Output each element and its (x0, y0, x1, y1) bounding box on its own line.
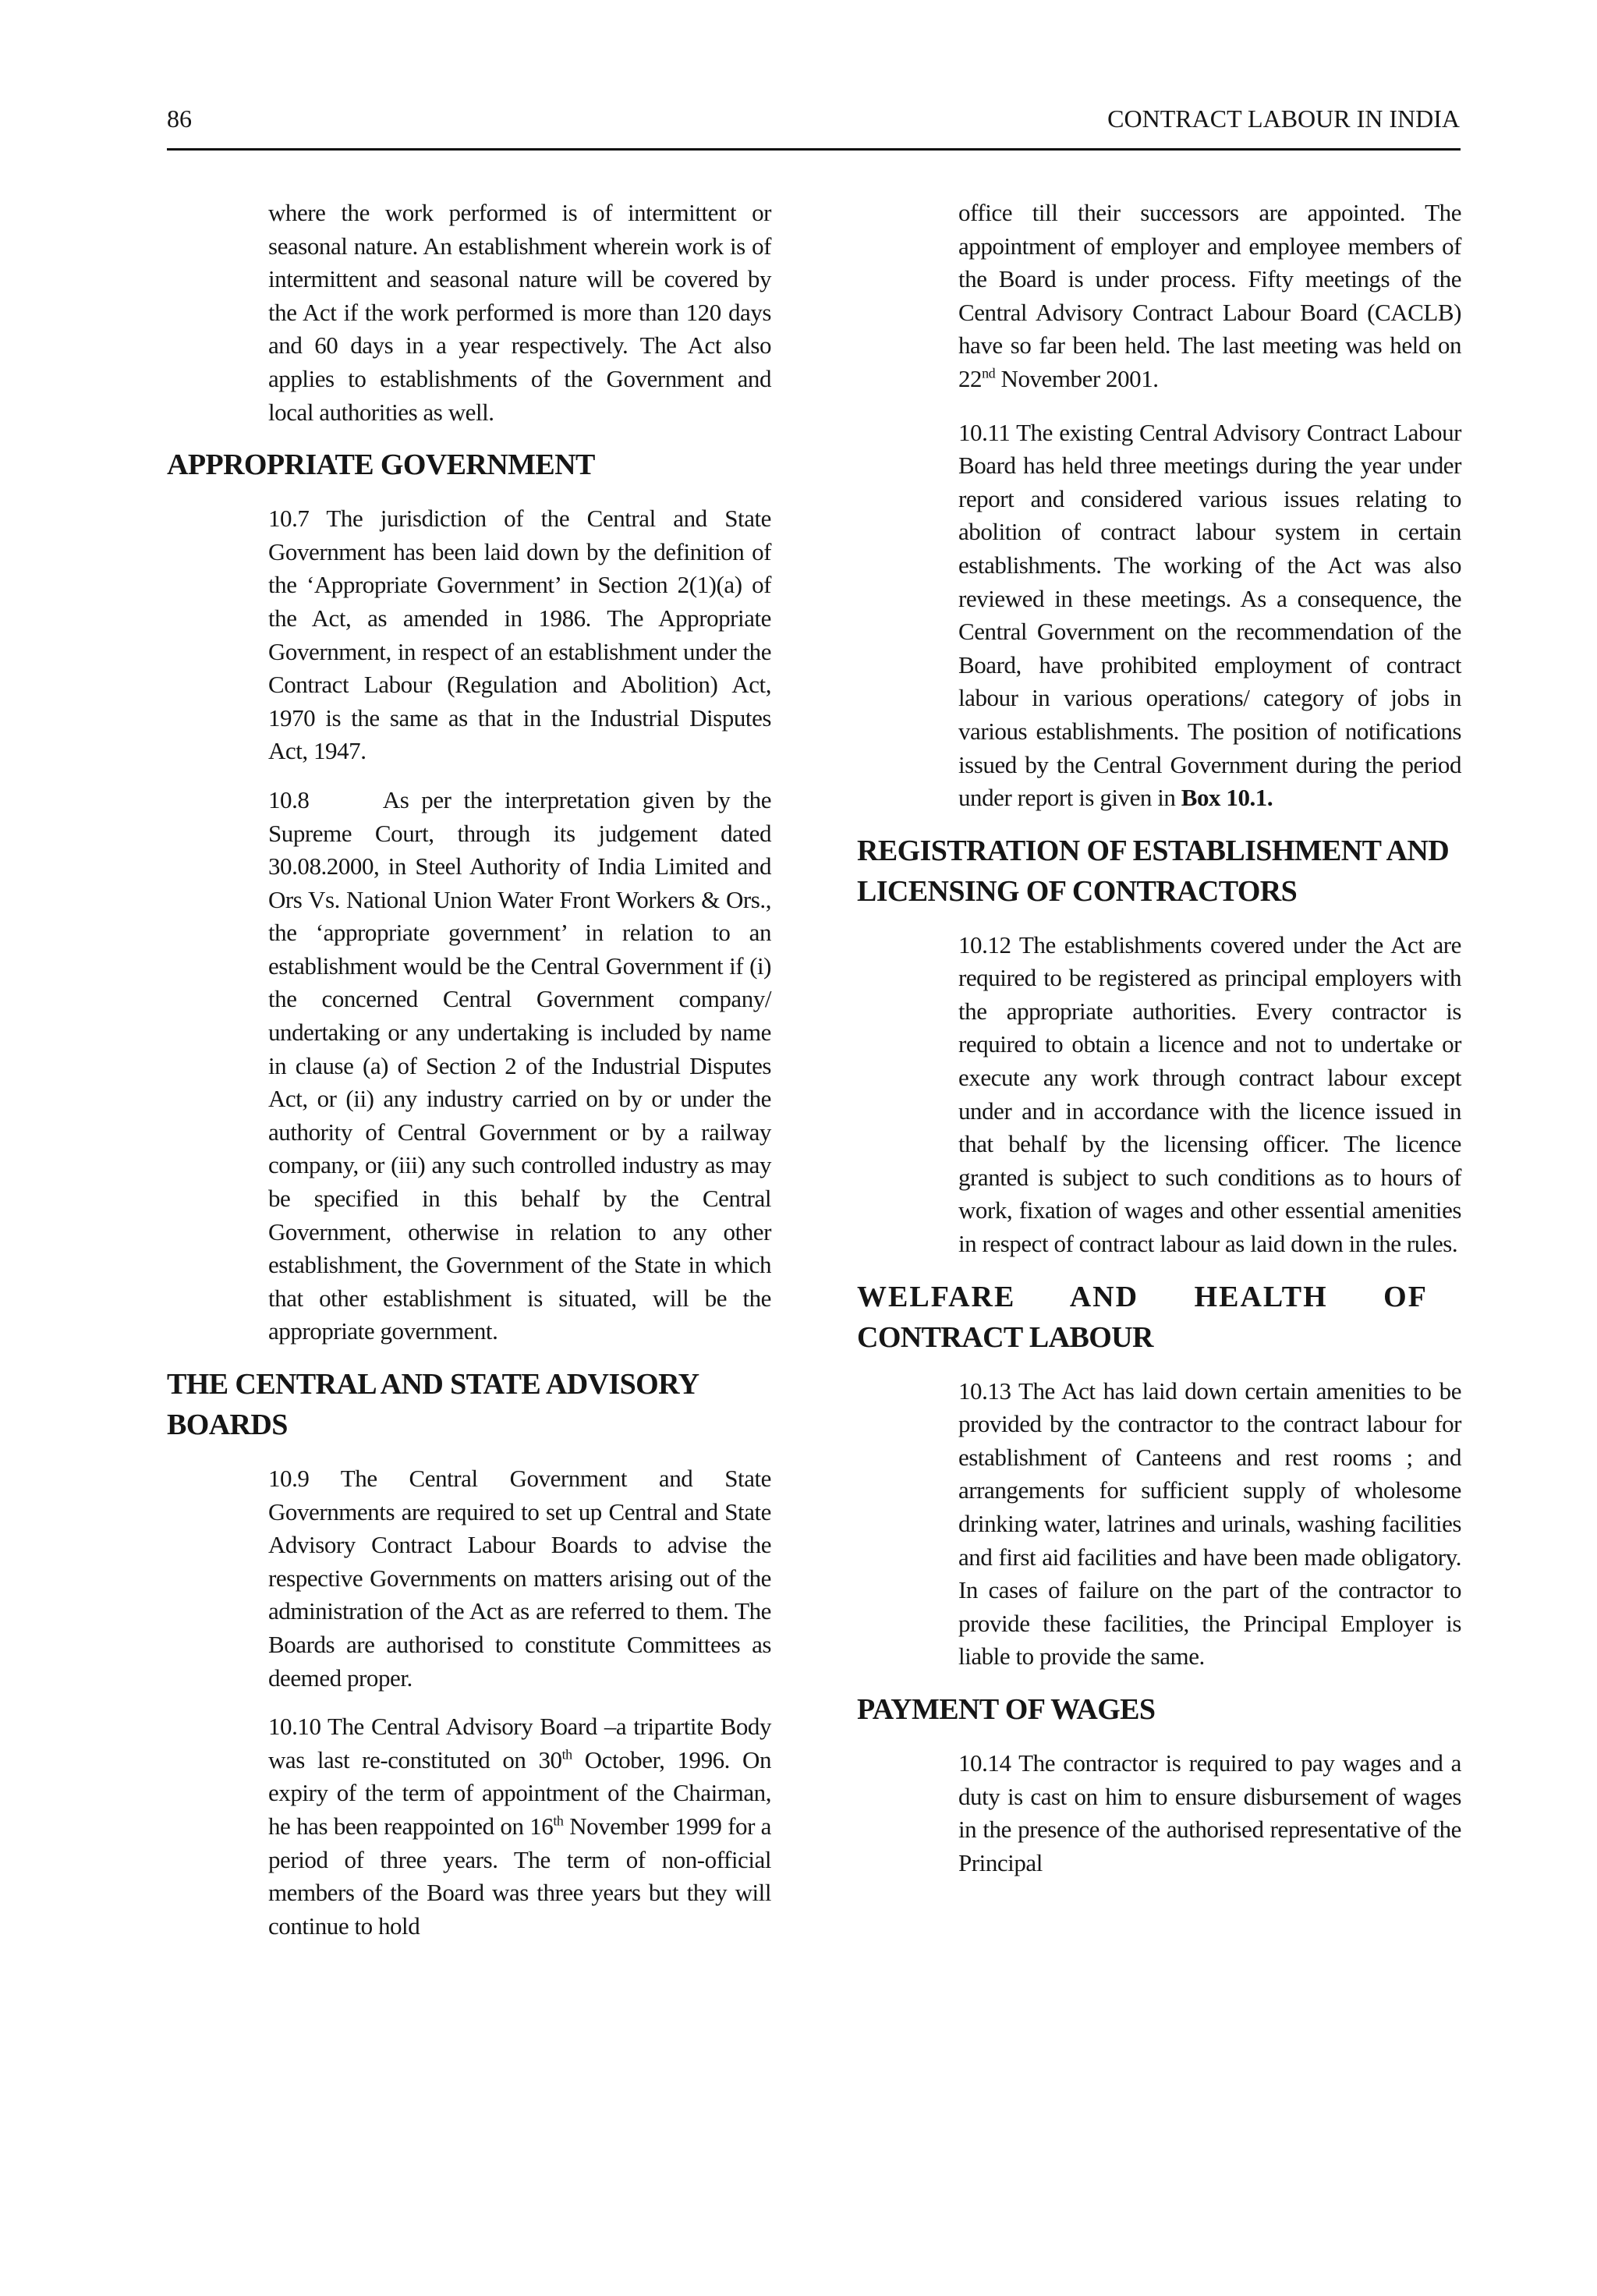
paragraph-10-12: 10.12 The establishments covered under the Act are required to be registered as principal employers with the appropriate authorities. Every contractor is required to obtain a licence and not to undertake or execute any work through contract labour except under and in accordance with the licence issued in that behalf by the licensing officer. The licence granted is subject to such conditions as to hours of work, fixation of wages and other essential amenities in respect of contract labour as laid down in the rules. (958, 930, 1461, 1258)
paragraph-10-7: 10.7 The jurisdiction of the Central and State Government has been laid down by the definition of the ‘Appropriate Government’ in Section 2(1)(a) of the Act, as amended in 1986. The Appropriate Government, in respect of an establishment under the Contract Labour (Regulation and Abolition) Act, 1970 is the same as that in the Industrial Disputes Act, 1947. (268, 505, 771, 765)
header-rule (167, 148, 1461, 151)
paragraph-10-11-text: 10.11 The existing Central Advisory Contract Labour Board has held three meetings during the year under report and considered various issues relating to abolition of contract labour system in certain establishments. The working of the Act was also reviewed in these meetings. As a consequence, the Central Government on the recommendation of the Board, have prohibited employment of contract labour in various operations/ category of jobs in various establishments. The position of notifications issued by the Central Government during the period under report is given in (958, 418, 1461, 812)
heading-payment-of-wages: PAYMENT OF WAGES (857, 1692, 1156, 1726)
right-column (857, 197, 1461, 1895)
paragraph-continuation (857, 197, 1461, 396)
paragraph-10-10-part1: 10.10 The Central Advisory Board –a tripartite Body was last re-constituted on 30 (268, 1713, 771, 1773)
running-title: CONTRACT LABOUR IN INDIA (1107, 105, 1460, 133)
paragraph-10-10-part2: October, 1996. On expiry of the term of appointment of the Chairman, he has been reappointed on 16 (268, 1745, 771, 1840)
heading-welfare-line1: WELFARE AND HEALTH OF (857, 1280, 1428, 1313)
paragraph-continuation-part2: November 2001. (995, 364, 1159, 392)
paragraph-continuation-sup: nd (982, 365, 996, 381)
paragraph-10-8: 10.8 As per the interpretation given by the Supreme Court, through its judgement dated 30.08.2000, in Steel Authority of India Limited and Ors Vs. National Union Water Front Workers & Ors., the ‘appropriate government’ in relation to an establishment would be the Central Government if (i) the concerned Central Government company/ undertaking or any undertaking is included by name in clause (a) of Section 2 of the Industrial Disputes Act, or (ii) any industry carried on by or under the authority of Central Government or by a railway company, or (iii) any such controlled industry as may be specified in this behalf by the Central Government, otherwise in relation to any other establishment, the Government of the State in which that other establishment is situated, will be the appropriate government. (268, 785, 777, 1345)
heading-appropriate-government: APPROPRIATE GOVERNMENT (167, 448, 595, 482)
paragraph-10-9: 10.9 The Central Government and State Governments are required to set up Central and State Advisory Contract Labour Boards to advise the respective Governments on matters arising out of the administration of the Act as are referred to them. The Boards are authorised to constitute Committees as deemed proper. (268, 1465, 771, 1692)
heading-advisory-boards: THE CENTRAL AND STATE ADVISORY BOARDS (167, 1368, 699, 1441)
paragraph-10-10-sup1: th (561, 1746, 572, 1763)
paragraph-10-10 (167, 1710, 771, 1943)
page-number: 86 (167, 105, 192, 133)
left-column (167, 197, 777, 1958)
paragraph-continuation-part1: office till their successors are appointed. The appointment of employer and employee members of the Board is under process. Fifty meetings of the Central Advisory Contract Labour Board (CACLB) have so far been held. The last meeting was held on 22 (958, 199, 1461, 392)
paragraph-10-13: 10.13 The Act has laid down certain amenities to be provided by the contractor to the contract labour for establishment of Canteens and rest rooms ; and arrangements for sufficient supply of wholesome drinking water, latrines and urinals, washing facilities and first aid facilities and have been made obligatory. In cases of failure on the part of the contractor to provide these facilities, the Principal Employer is liable to provide the same. (958, 1377, 1461, 1671)
paragraph-10-11 (857, 416, 1461, 815)
paragraph-intro: where the work performed is of intermittent or seasonal nature. An establishment wherein work is of intermittent and seasonal nature will be covered by the Act if the work performed is more than 120 days and 60 days in a year respectively. The Act also applies to establishments of the Government and local authorities as well. (268, 199, 771, 426)
paragraph-10-10-part3: November 1999 for a period of three years. The term of non-official members of the Board was three years but they will continue to hold (268, 1812, 771, 1940)
paragraph-10-14: 10.14 The contractor is required to pay wages and a duty is cast on him to ensure disbursement of wages in the presence of the authorised representative of the Principal (958, 1749, 1461, 1876)
heading-welfare-line2: CONTRACT LABOUR (857, 1320, 1153, 1354)
paragraph-10-10-sup2: th (553, 1812, 564, 1829)
heading-welfare (857, 1277, 1461, 1358)
heading-registration: REGISTRATION OF ESTABLISHMENT AND LICENSING OF CONTRACTORS (857, 834, 1450, 908)
box-reference: Box 10.1. (1181, 784, 1273, 812)
